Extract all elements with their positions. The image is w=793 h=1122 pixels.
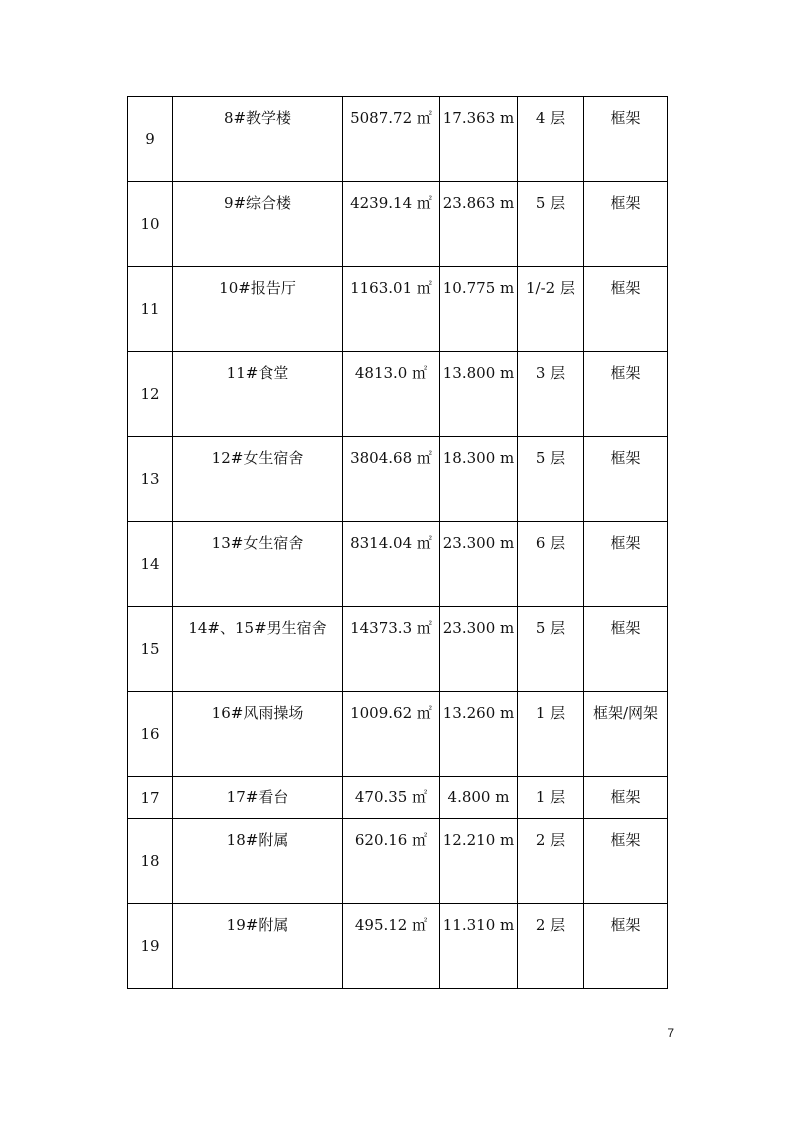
building-height: 11.310 m <box>440 904 518 989</box>
building-height: 23.300 m <box>440 607 518 692</box>
row-number: 15 <box>128 607 173 692</box>
building-height: 23.863 m <box>440 182 518 267</box>
building-structure: 框架 <box>584 97 668 182</box>
row-number: 11 <box>128 267 173 352</box>
building-structure: 框架 <box>584 182 668 267</box>
row-number: 16 <box>128 692 173 777</box>
building-floors: 5 层 <box>518 182 584 267</box>
row-number: 10 <box>128 182 173 267</box>
building-floors: 5 层 <box>518 437 584 522</box>
building-name: 9#综合楼 <box>173 182 343 267</box>
row-number: 14 <box>128 522 173 607</box>
building-structure: 框架 <box>584 267 668 352</box>
page-number: 7 <box>667 1026 674 1040</box>
building-floors: 4 层 <box>518 97 584 182</box>
building-name: 16#风雨操场 <box>173 692 343 777</box>
building-height: 10.775 m <box>440 267 518 352</box>
table-row <box>128 777 668 819</box>
building-floors: 1 层 <box>518 777 584 819</box>
building-height: 13.800 m <box>440 352 518 437</box>
building-structure: 框架/网架 <box>584 692 668 777</box>
building-structure: 框架 <box>584 904 668 989</box>
building-name: 13#女生宿舍 <box>173 522 343 607</box>
building-floors: 2 层 <box>518 904 584 989</box>
building-area: 1009.62 ㎡ <box>343 692 440 777</box>
building-height: 18.300 m <box>440 437 518 522</box>
building-area: 4239.14 ㎡ <box>343 182 440 267</box>
building-structure: 框架 <box>584 819 668 904</box>
table-row <box>128 267 668 352</box>
building-structure: 框架 <box>584 437 668 522</box>
building-area: 4813.0 ㎡ <box>343 352 440 437</box>
building-height: 23.300 m <box>440 522 518 607</box>
building-floors: 6 层 <box>518 522 584 607</box>
building-area: 1163.01 ㎡ <box>343 267 440 352</box>
building-floors: 1/-2 层 <box>518 267 584 352</box>
table-row <box>128 692 668 777</box>
table-row <box>128 522 668 607</box>
building-name: 18#附属 <box>173 819 343 904</box>
table-row <box>128 819 668 904</box>
building-area: 470.35 ㎡ <box>343 777 440 819</box>
row-number: 9 <box>128 97 173 182</box>
building-structure: 框架 <box>584 352 668 437</box>
building-floors: 2 层 <box>518 819 584 904</box>
building-name: 8#教学楼 <box>173 97 343 182</box>
building-structure: 框架 <box>584 777 668 819</box>
building-area: 495.12 ㎡ <box>343 904 440 989</box>
building-floors: 5 层 <box>518 607 584 692</box>
row-number: 17 <box>128 777 173 819</box>
building-height: 13.260 m <box>440 692 518 777</box>
building-name: 14#、15#男生宿舍 <box>173 607 343 692</box>
table-row <box>128 904 668 989</box>
table-row <box>128 97 668 182</box>
building-name: 12#女生宿舍 <box>173 437 343 522</box>
building-area: 5087.72 ㎡ <box>343 97 440 182</box>
building-name: 10#报告厅 <box>173 267 343 352</box>
building-area: 620.16 ㎡ <box>343 819 440 904</box>
row-number: 13 <box>128 437 173 522</box>
table-row <box>128 182 668 267</box>
building-structure: 框架 <box>584 522 668 607</box>
building-name: 19#附属 <box>173 904 343 989</box>
building-name: 17#看台 <box>173 777 343 819</box>
building-structure: 框架 <box>584 607 668 692</box>
table-row <box>128 352 668 437</box>
building-floors: 3 层 <box>518 352 584 437</box>
table-row <box>128 607 668 692</box>
building-height: 12.210 m <box>440 819 518 904</box>
building-area: 14373.3 ㎡ <box>343 607 440 692</box>
row-number: 19 <box>128 904 173 989</box>
building-height: 17.363 m <box>440 97 518 182</box>
building-area: 8314.04 ㎡ <box>343 522 440 607</box>
building-height: 4.800 m <box>440 777 518 819</box>
row-number: 12 <box>128 352 173 437</box>
building-area: 3804.68 ㎡ <box>343 437 440 522</box>
building-table <box>127 96 668 989</box>
row-number: 18 <box>128 819 173 904</box>
building-floors: 1 层 <box>518 692 584 777</box>
table-row <box>128 437 668 522</box>
building-name: 11#食堂 <box>173 352 343 437</box>
